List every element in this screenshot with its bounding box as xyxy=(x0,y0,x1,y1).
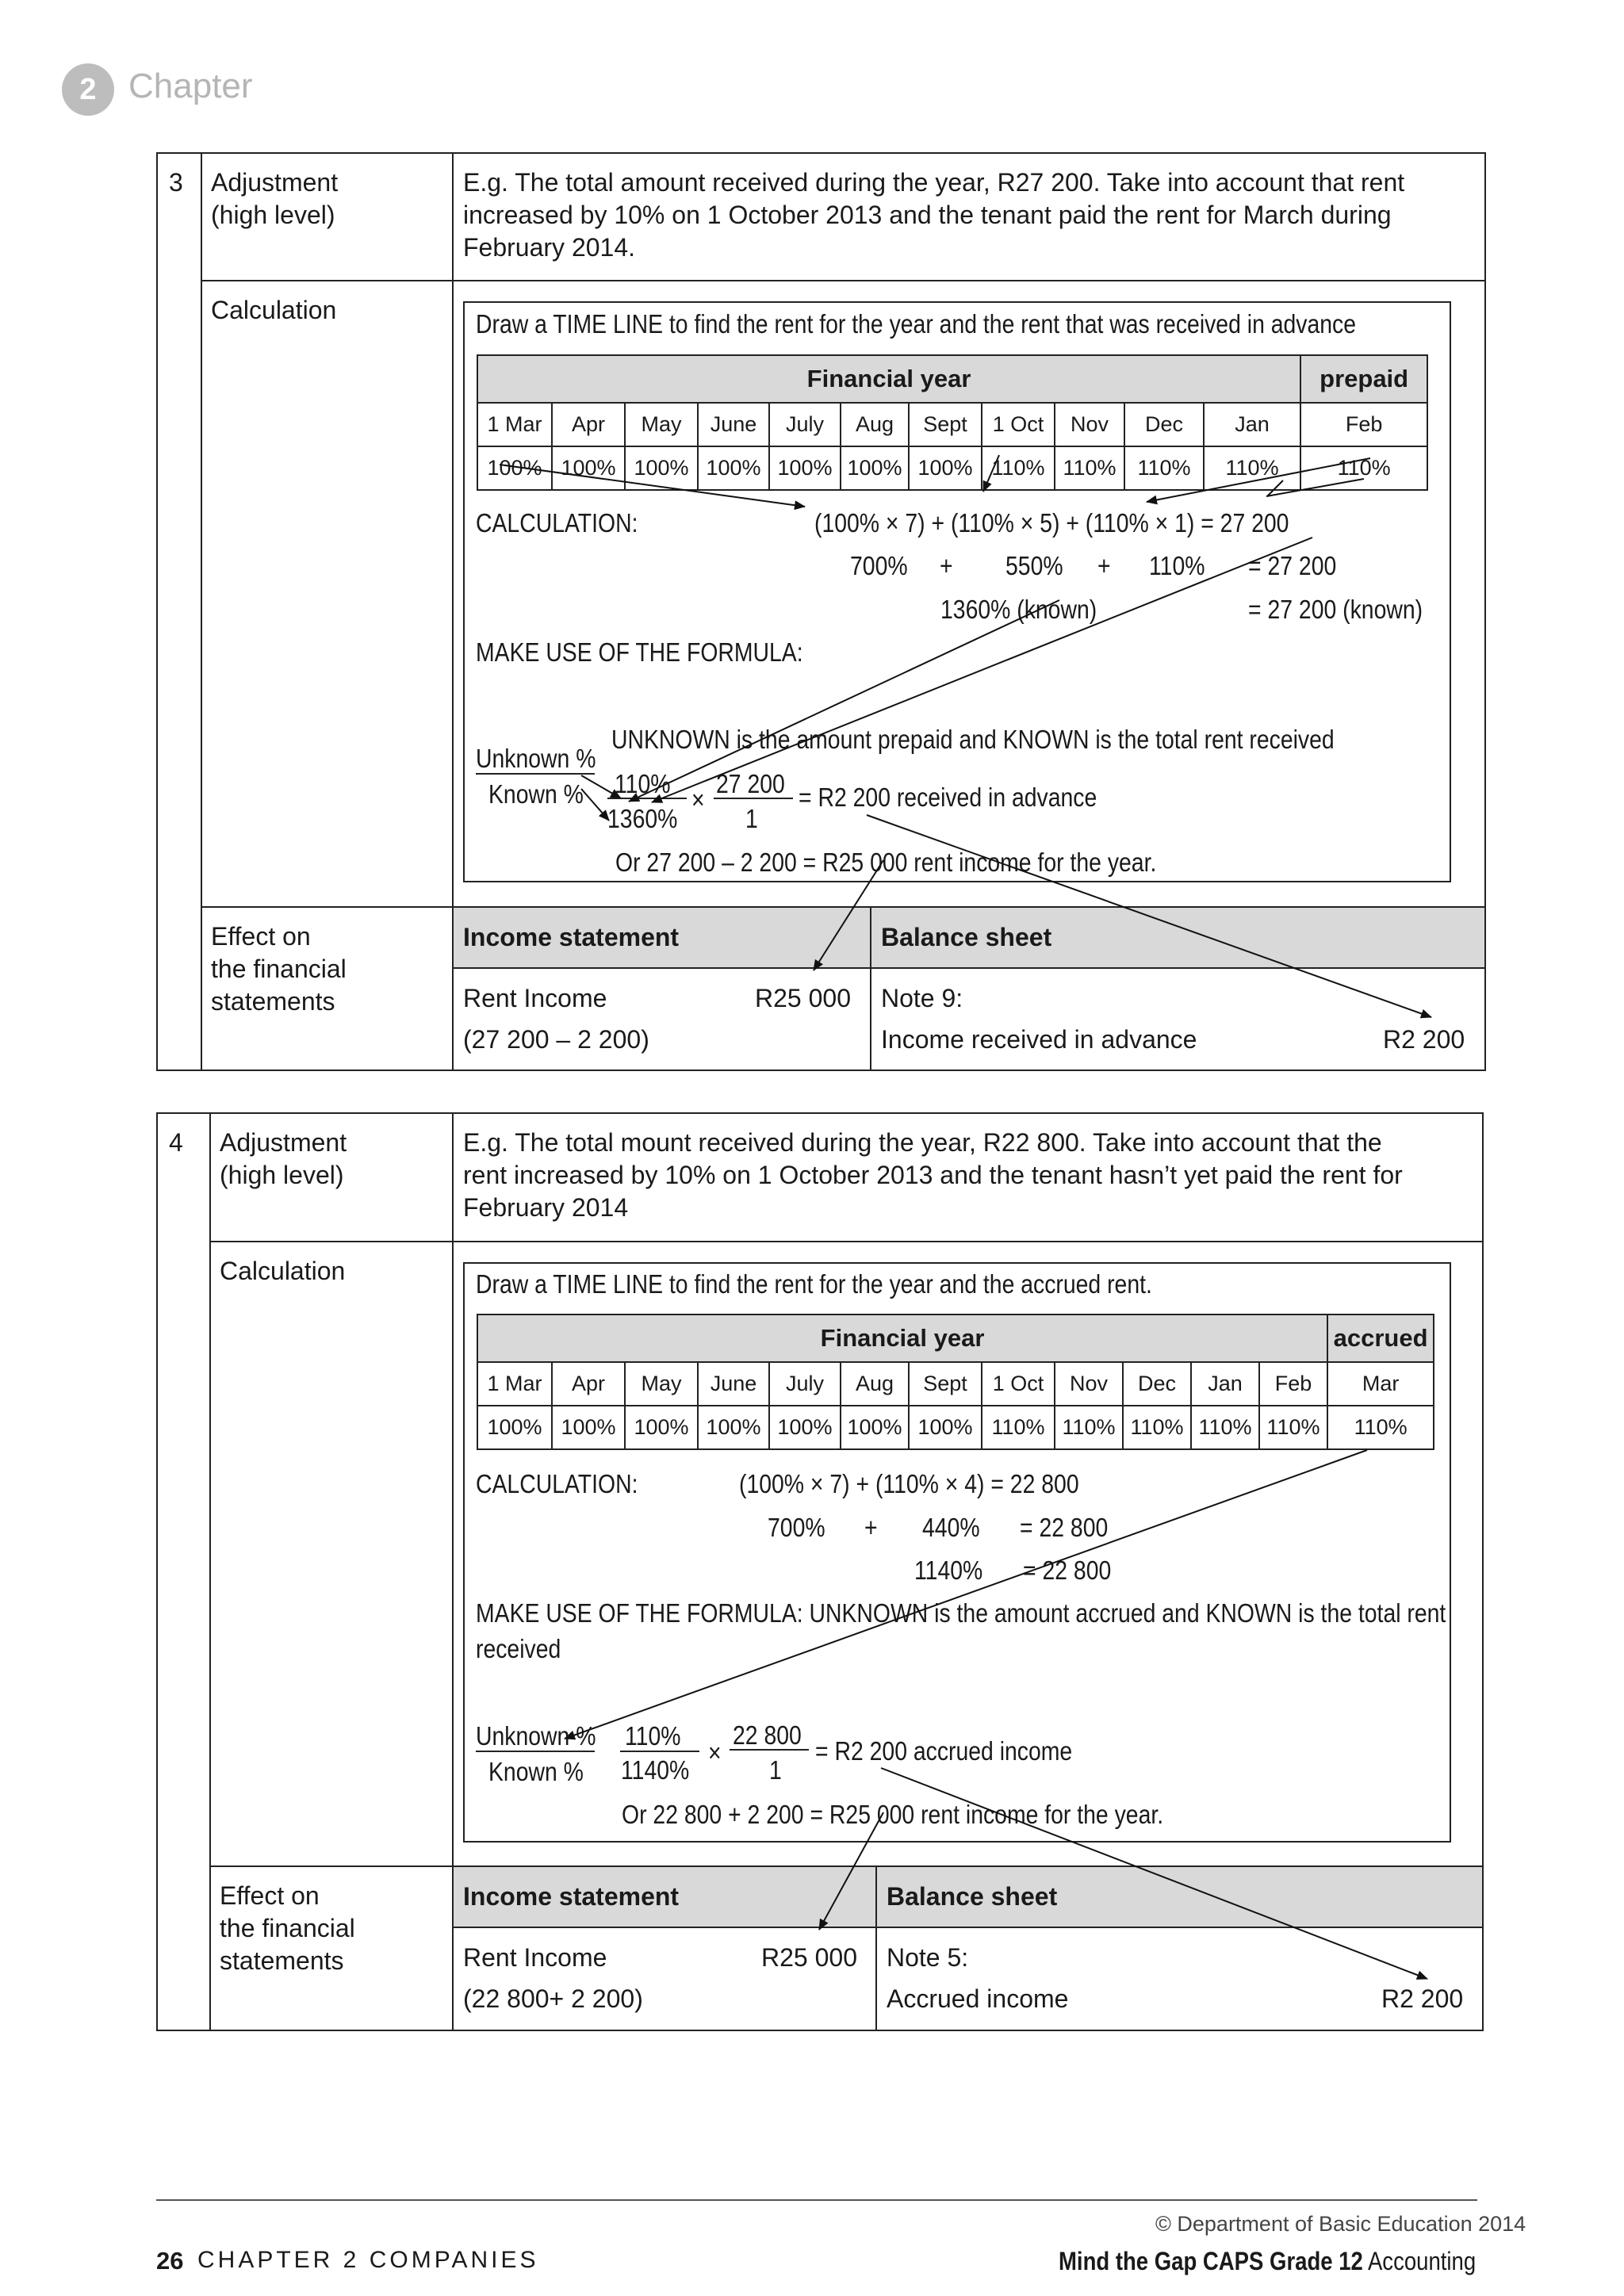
known-percent: Known % xyxy=(488,779,584,809)
percent-cell: 110% xyxy=(1055,446,1124,490)
month-cell: Apr xyxy=(552,403,625,446)
fraction-denominator: 1360% xyxy=(607,804,678,833)
month-cell: 1 Oct xyxy=(982,1362,1055,1406)
balance-note: Note 5: xyxy=(887,1943,969,1972)
fraction-numerator: 27 200 xyxy=(716,769,785,798)
calculation-label: Calculation xyxy=(220,1257,346,1285)
percent-cell: 110% xyxy=(1300,446,1427,490)
calc-term: 110% xyxy=(1149,551,1205,580)
times-sign: × xyxy=(691,785,705,814)
calc-term: = 27 200 (known) xyxy=(1248,595,1423,624)
prepaid-header: prepaid xyxy=(1300,355,1427,403)
formula-result: = R2 200 accrued income xyxy=(815,1736,1073,1766)
formula-note: UNKNOWN is the amount prepaid and KNOWN is the total rent received xyxy=(611,725,1335,754)
accrued-header: accrued xyxy=(1327,1314,1434,1362)
known-percent: Known % xyxy=(488,1757,584,1786)
month-cell: Nov xyxy=(1055,1362,1123,1406)
calculation-heading: CALCULATION: xyxy=(476,508,638,538)
financial-year-header: Financial year xyxy=(477,1314,1327,1362)
income-statement-header: Income statement xyxy=(463,923,680,951)
income-statement-header: Income statement xyxy=(463,1882,680,1911)
month-cell: Feb xyxy=(1300,403,1427,446)
adjustment-sublabel: (high level) xyxy=(211,201,335,229)
effect-label: Effect on xyxy=(211,922,311,951)
month-cell: May xyxy=(625,1362,698,1406)
percent-cell: 110% xyxy=(1191,1406,1259,1449)
effect-label: the financial xyxy=(211,955,347,983)
month-cell: Sept xyxy=(909,403,982,446)
percent-cell: 110% xyxy=(1124,446,1204,490)
calc-term: = 22 800 xyxy=(1020,1513,1109,1542)
percent-cell: 110% xyxy=(1259,1406,1327,1449)
month-cell: Jan xyxy=(1191,1362,1259,1406)
timeline-table xyxy=(477,1314,1434,1450)
or-line: Or 22 800 + 2 200 = R25 000 rent income for the year. xyxy=(622,1800,1164,1829)
adjustment-text-line: E.g. The total amount received during the year, R27 200. Take into account that rent xyxy=(463,168,1405,197)
percent-cell: 110% xyxy=(1055,1406,1123,1449)
fraction-numerator: 110% xyxy=(625,1721,681,1751)
month-cell: Nov xyxy=(1055,403,1124,446)
or-line: Or 27 200 – 2 200 = R25 000 rent income for the year. xyxy=(615,848,1157,877)
month-cell: 1 Mar xyxy=(477,403,552,446)
percent-cell: 100% xyxy=(698,1406,769,1449)
calc-term: 1360% (known) xyxy=(940,595,1097,624)
percent-cell: 100% xyxy=(477,1406,552,1449)
month-cell: Aug xyxy=(841,1362,909,1406)
calc-term: + xyxy=(864,1513,878,1542)
adjustment-label: Adjustment xyxy=(211,168,339,197)
income-item: Rent Income xyxy=(463,984,607,1012)
formula-heading: received xyxy=(476,1634,561,1663)
month-cell: July xyxy=(769,1362,841,1406)
balance-sheet-header: Balance sheet xyxy=(887,1882,1058,1911)
month-cell: 1 Mar xyxy=(477,1362,552,1406)
percent-cell: 100% xyxy=(698,446,769,490)
percent-cell: 100% xyxy=(841,1406,909,1449)
adjustment-sublabel: (high level) xyxy=(220,1161,344,1189)
calc-term: = 27 200 xyxy=(1248,551,1337,580)
income-item: Rent Income xyxy=(463,1943,607,1972)
unknown-percent: Unknown % xyxy=(476,744,596,773)
calc-term: 700% xyxy=(850,551,908,580)
adjustment-text-line: E.g. The total mount received during the year, R22 800. Take into account that the xyxy=(463,1128,1382,1157)
calc-term: 1140% xyxy=(914,1556,983,1585)
adjustment-text-line: February 2014. xyxy=(463,233,636,262)
copyright: © Department of Basic Education 2014 xyxy=(1155,2212,1526,2236)
times-sign: × xyxy=(708,1738,722,1767)
row-number: 4 xyxy=(169,1128,183,1157)
effect-label: statements xyxy=(211,987,335,1016)
calc-term: 440% xyxy=(922,1513,980,1542)
month-cell: 1 Oct xyxy=(982,403,1055,446)
fraction-numerator: 22 800 xyxy=(733,1720,802,1750)
balance-value: R2 200 xyxy=(1383,1025,1465,1054)
percent-cell: 100% xyxy=(769,446,841,490)
percent-cell: 110% xyxy=(982,1406,1055,1449)
chapter-badge: 2 xyxy=(62,63,114,116)
percent-cell: 100% xyxy=(477,446,552,490)
calc-term: + xyxy=(1097,551,1111,580)
percent-cell: 100% xyxy=(552,1406,625,1449)
income-value: R25 000 xyxy=(755,984,851,1012)
percent-cell: 110% xyxy=(982,446,1055,490)
adjustment-text-line: increased by 10% on 1 October 2013 and the tenant paid the rent for March during xyxy=(463,201,1392,229)
percent-cell: 110% xyxy=(1327,1406,1434,1449)
month-cell: Dec xyxy=(1123,1362,1191,1406)
month-cell: Aug xyxy=(841,403,909,446)
adjustment-text-line: rent increased by 10% on 1 October 2013 and the tenant hasn’t yet paid the rent for xyxy=(463,1161,1403,1189)
balance-item: Income received in advance xyxy=(881,1025,1197,1054)
calc-term: + xyxy=(940,551,953,580)
timeline-table xyxy=(477,354,1428,491)
month-cell: Apr xyxy=(552,1362,625,1406)
calc-term: 700% xyxy=(768,1513,825,1542)
row-number: 3 xyxy=(169,168,183,197)
percent-cell: 100% xyxy=(909,1406,982,1449)
formula-result: = R2 200 received in advance xyxy=(799,783,1097,812)
percent-cell: 100% xyxy=(625,1406,698,1449)
month-cell: June xyxy=(698,403,769,446)
month-cell: Feb xyxy=(1259,1362,1327,1406)
fraction-denominator: 1 xyxy=(745,804,758,833)
financial-year-header: Financial year xyxy=(477,355,1300,403)
formula-heading: MAKE USE OF THE FORMULA: UNKNOWN is the amount accrued and KNOWN is the total rent xyxy=(476,1598,1446,1628)
effect-label: statements xyxy=(220,1946,344,1975)
income-value: R25 000 xyxy=(761,1943,857,1972)
fraction-denominator: 1 xyxy=(769,1755,782,1785)
income-subtext: (22 800+ 2 200) xyxy=(463,1984,643,2013)
calculation-line: (100% × 7) + (110% × 4) = 22 800 xyxy=(739,1469,1079,1498)
timeline-title: Draw a TIME LINE to find the rent for the year and the rent that was received in advance xyxy=(476,309,1357,339)
month-cell: June xyxy=(698,1362,769,1406)
formula-heading: MAKE USE OF THE FORMULA: xyxy=(476,637,803,667)
book-title-subject: Accounting xyxy=(1367,2247,1477,2275)
balance-item: Accrued income xyxy=(887,1984,1069,2013)
calc-term: 550% xyxy=(1005,551,1063,580)
unknown-percent: Unknown % xyxy=(476,1721,596,1751)
book-title-bold: Mind the Gap CAPS Grade 12 xyxy=(1059,2247,1363,2275)
fraction-numerator: 110% xyxy=(615,769,671,798)
balance-value: R2 200 xyxy=(1381,1984,1464,2013)
month-cell: Jan xyxy=(1204,403,1300,446)
month-cell: Sept xyxy=(909,1362,982,1406)
effect-label: the financial xyxy=(220,1914,355,1942)
calculation-heading: CALCULATION: xyxy=(476,1469,638,1498)
balance-note: Note 9: xyxy=(881,984,963,1012)
page-number: 26 xyxy=(156,2247,184,2275)
percent-cell: 100% xyxy=(552,446,625,490)
income-subtext: (27 200 – 2 200) xyxy=(463,1025,649,1054)
percent-cell: 110% xyxy=(1123,1406,1191,1449)
calc-term: = 22 800 xyxy=(1023,1556,1112,1585)
balance-sheet-header: Balance sheet xyxy=(881,923,1052,951)
fraction-denominator: 1140% xyxy=(621,1755,690,1785)
footer-book-title xyxy=(1059,2247,1476,2276)
percent-cell: 100% xyxy=(909,446,982,490)
percent-cell: 100% xyxy=(841,446,909,490)
calculation-line: (100% × 7) + (110% × 5) + (110% × 1) = 27 200 xyxy=(814,508,1289,538)
month-cell: July xyxy=(769,403,841,446)
adjustment-text-line: February 2014 xyxy=(463,1193,629,1222)
percent-cell: 110% xyxy=(1204,446,1300,490)
timeline-title: Draw a TIME LINE to find the rent for the year and the accrued rent. xyxy=(476,1269,1152,1299)
percent-cell: 100% xyxy=(625,446,698,490)
chapter-label: Chapter xyxy=(128,67,253,105)
percent-cell: 100% xyxy=(769,1406,841,1449)
footer-chapter-title: CHAPTER 2 COMPANIES xyxy=(197,2247,539,2273)
month-cell: May xyxy=(625,403,698,446)
calculation-label: Calculation xyxy=(211,296,337,324)
month-cell: Mar xyxy=(1327,1362,1434,1406)
effect-label: Effect on xyxy=(220,1881,320,1910)
adjustment-label: Adjustment xyxy=(220,1128,347,1157)
month-cell: Dec xyxy=(1124,403,1204,446)
